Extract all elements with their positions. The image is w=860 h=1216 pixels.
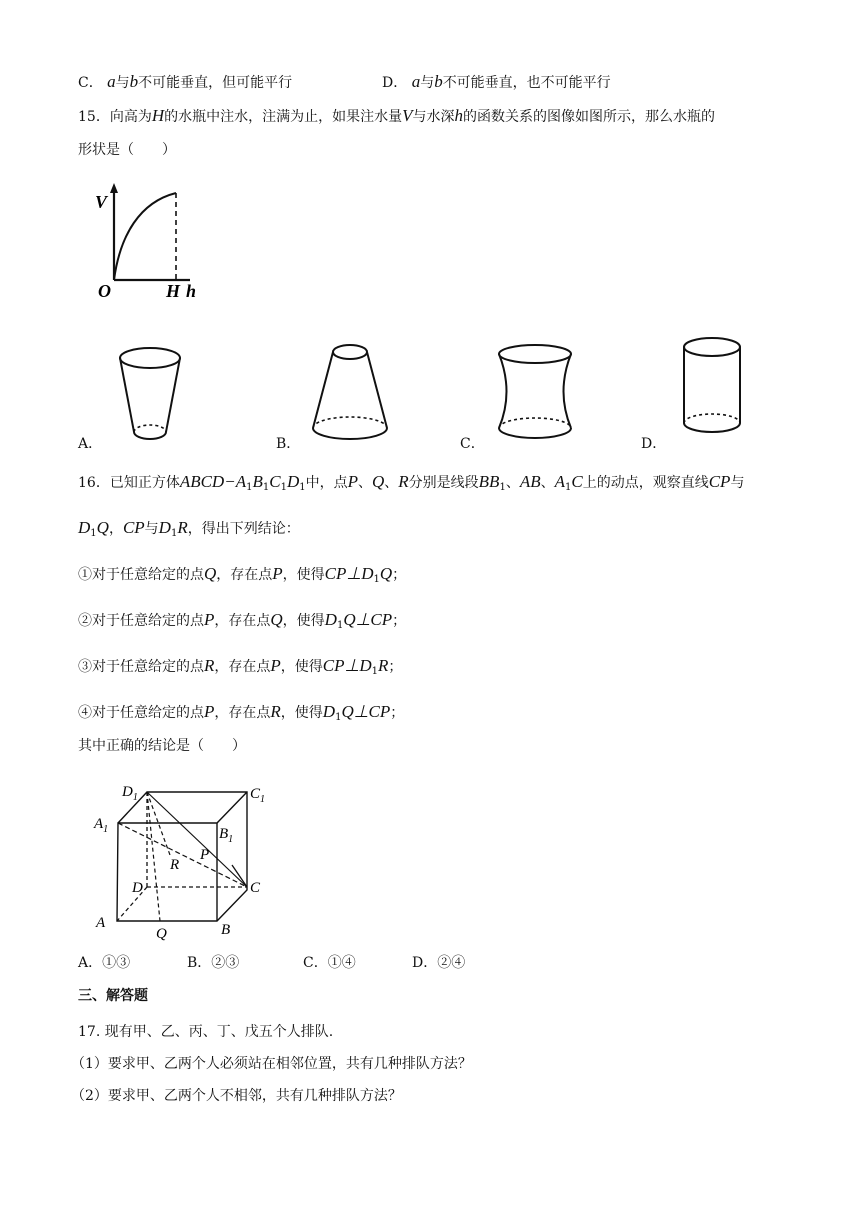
- text: 与: [730, 475, 745, 491]
- text: 的函数关系的图像如图所示，那么水瓶的: [463, 109, 715, 125]
- q16-statement-1: [78, 564, 406, 590]
- math-var: CP: [324, 564, 347, 583]
- label-b: B: [221, 922, 231, 938]
- q16-option-d: D．②④: [412, 955, 466, 971]
- math-var: P: [270, 656, 281, 675]
- math-var: Q: [379, 564, 393, 583]
- math-var: AB: [519, 472, 541, 491]
- q16-option-b: B．②③: [187, 955, 240, 971]
- text: ；: [392, 567, 407, 583]
- text: 16．已知正方体: [78, 475, 180, 491]
- label-c: C: [250, 880, 261, 896]
- graph-origin: O: [98, 281, 111, 301]
- math-var: D: [286, 472, 300, 491]
- math-var: ABCD: [179, 472, 225, 491]
- q15-stem-line1: [78, 106, 715, 127]
- text: ；: [390, 705, 405, 721]
- bottle-d-figure: [680, 335, 750, 440]
- bottle-a-label: A．: [78, 436, 103, 452]
- math-var: R: [398, 472, 409, 491]
- graph-y-label: V: [95, 192, 108, 212]
- text: ③对于任意给定的点: [78, 659, 204, 675]
- math-var: Q: [341, 702, 354, 721]
- math-var: h: [454, 106, 463, 125]
- text: 的水瓶中注水，注满为止，如果注水量: [164, 109, 403, 125]
- math-var: A: [235, 472, 247, 491]
- option-label: D．: [382, 75, 408, 91]
- math-var: CP: [122, 518, 145, 537]
- math-var: D: [359, 656, 372, 675]
- text: ，使得: [282, 567, 325, 583]
- math-var: b: [129, 72, 139, 91]
- text: 与: [420, 75, 435, 91]
- text: ，使得: [280, 705, 323, 721]
- q15-graph: [90, 180, 210, 305]
- bottle-d-label: D．: [641, 436, 667, 452]
- label-a: A: [96, 915, 106, 931]
- math-op: ⊥: [346, 564, 362, 583]
- subscript: 1: [262, 482, 270, 493]
- text: 不可能垂直，但可能平行: [138, 75, 293, 91]
- math-op: −: [224, 472, 236, 491]
- label-p: P: [200, 847, 210, 863]
- q17-part-2: （2）要求甲、乙两个人不相邻，共有几种排队方法？: [71, 1088, 402, 1104]
- text: 不可能垂直，也不可能平行: [442, 75, 611, 91]
- text: ，: [108, 521, 123, 537]
- section-heading: 三、解答题: [78, 988, 148, 1004]
- bottle-b-figure: [305, 340, 395, 445]
- text: 分别是线段: [408, 475, 479, 491]
- text: ②对于任意给定的点: [78, 613, 204, 629]
- q16-statement-3: [78, 656, 402, 682]
- math-var: C: [269, 472, 281, 491]
- math-var: B: [252, 472, 263, 491]
- q16-option-c: C．①④: [303, 955, 356, 971]
- math-var: A: [554, 472, 565, 491]
- q16-statement-4: [78, 702, 404, 728]
- bottle-c-label: C．: [460, 436, 485, 452]
- math-var: D: [78, 518, 91, 537]
- math-var: P: [204, 610, 215, 629]
- q16-statement-2: [78, 610, 406, 636]
- math-var: Q: [96, 518, 109, 537]
- text: ，得出下列结论：: [187, 521, 300, 537]
- text: ④对于任意给定的点: [78, 705, 204, 721]
- math-var: a: [107, 72, 116, 91]
- math-op: ⊥: [353, 702, 369, 721]
- text: 、: [384, 475, 399, 491]
- math-var: P: [204, 702, 215, 721]
- math-var: Q: [270, 610, 283, 629]
- subscript: 1: [280, 482, 287, 493]
- math-var: V: [402, 106, 413, 125]
- label-q: Q: [156, 926, 167, 942]
- q16-stem-line1: [78, 472, 744, 498]
- math-var: H: [151, 106, 165, 125]
- subscript: 1: [90, 528, 97, 539]
- math-var: D: [324, 610, 337, 629]
- math-var: P: [347, 472, 358, 491]
- text: ，存在点: [214, 705, 271, 721]
- math-op: ⊥: [344, 656, 360, 675]
- text: ，存在点: [214, 613, 271, 629]
- bottle-b-label: B．: [276, 436, 301, 452]
- bottle-c-figure: [492, 340, 582, 445]
- q16-stem-line2: [78, 518, 300, 544]
- text: 、: [505, 475, 520, 491]
- subscript: 1: [336, 620, 344, 631]
- subscript: 1: [299, 482, 306, 493]
- text: 、: [358, 475, 372, 491]
- math-var: D: [158, 518, 171, 537]
- q16-question: 其中正确的结论是（ ）: [78, 738, 246, 754]
- label-a1: $A_1$: [94, 816, 109, 835]
- text: 与: [115, 75, 130, 91]
- graph-x-tick: H: [166, 281, 181, 301]
- label-c1: $C_1$: [250, 786, 266, 805]
- subscript: 1: [499, 482, 506, 493]
- math-var: R: [270, 702, 281, 721]
- math-var: Q: [204, 564, 217, 583]
- math-var: CP: [322, 656, 345, 675]
- math-var: BB: [478, 472, 500, 491]
- math-var: D: [322, 702, 336, 721]
- math-var: P: [272, 564, 283, 583]
- option-label: C．: [78, 75, 103, 91]
- math-var: CP: [708, 472, 731, 491]
- math-var: b: [434, 72, 443, 91]
- bottle-a-figure: [112, 340, 192, 445]
- q14-option-c: [78, 72, 292, 93]
- math-var: C: [571, 472, 583, 491]
- label-d1: $D_1$: [122, 784, 138, 803]
- q17-stem: 17. 现有甲、乙、丙、丁、戊五个人排队.: [78, 1024, 334, 1040]
- math-var: a: [411, 72, 421, 91]
- text: ，使得: [280, 659, 323, 675]
- q15-stem-line2: 形状是（ ）: [78, 142, 176, 158]
- q16-cube-figure: [90, 780, 280, 940]
- text: 中，点: [305, 475, 348, 491]
- label-b1: $B_1$: [219, 826, 234, 845]
- math-var: CP: [370, 610, 393, 629]
- math-var: Q: [372, 472, 385, 491]
- graph-x-label: h: [186, 281, 197, 301]
- subscript: 1: [246, 482, 253, 493]
- math-op: ⊥: [355, 610, 371, 629]
- math-var: R: [377, 656, 389, 675]
- q16-option-a: A．①③: [78, 955, 131, 971]
- subscript: 1: [373, 574, 380, 585]
- text: 与: [144, 521, 159, 537]
- label-r: R: [170, 857, 180, 873]
- label-d: D: [132, 880, 143, 896]
- math-var: Q: [343, 610, 356, 629]
- subscript: 1: [565, 482, 572, 493]
- math-var: CP: [368, 702, 391, 721]
- text: ，使得: [282, 613, 325, 629]
- q17-part-1: （1）要求甲、乙两个人必须站在相邻位置，共有几种排队方法？: [71, 1056, 472, 1072]
- text: 15．向高为: [78, 109, 152, 125]
- text: ，存在点: [214, 659, 271, 675]
- math-var: R: [177, 518, 188, 537]
- subscript: 1: [371, 666, 378, 677]
- text: 、: [540, 475, 555, 491]
- q14-option-d: [382, 72, 611, 93]
- subscript: 1: [170, 528, 178, 539]
- text: ；: [388, 659, 403, 675]
- text: ，存在点: [216, 567, 273, 583]
- text: ①对于任意给定的点: [78, 567, 204, 583]
- text: 上的动点，观察直线: [582, 475, 709, 491]
- text: ；: [392, 613, 407, 629]
- math-var: R: [204, 656, 215, 675]
- math-var: D: [361, 564, 374, 583]
- subscript: 1: [335, 712, 342, 723]
- text: 与水深: [412, 109, 455, 125]
